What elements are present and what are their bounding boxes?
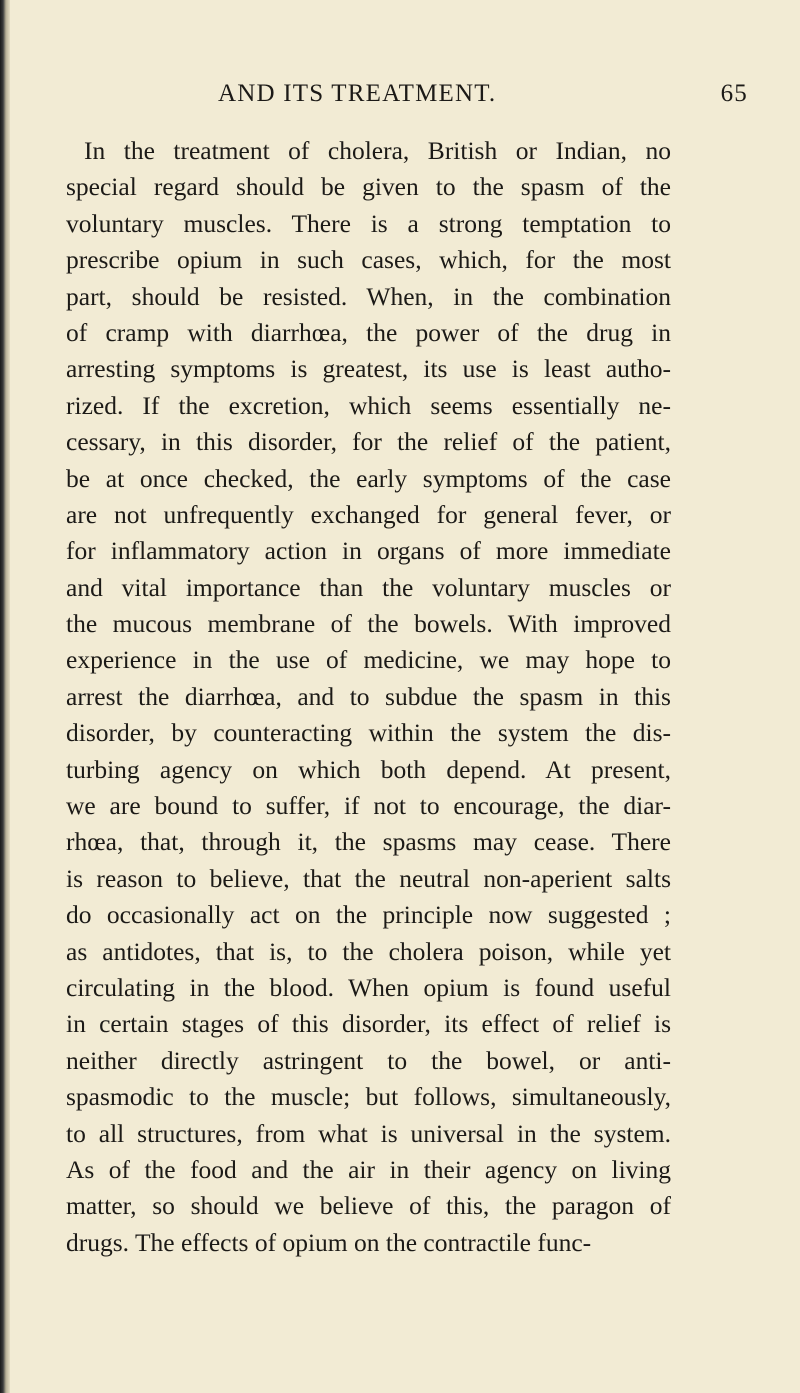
- running-title: AND ITS TREATMENT.: [218, 80, 497, 107]
- text-line: do occasionally act on the principle now suggested ;: [66, 900, 671, 930]
- text-line: special regard should be given to the spasm of the: [66, 172, 671, 202]
- text-line: is reason to believe, that the neutral non-aperient salts: [66, 863, 671, 893]
- text-line: In the treatment of cholera, British or Indian, no: [84, 136, 671, 165]
- text-line: prescribe opium in such cases, which, for the most: [66, 245, 671, 275]
- text-line: and vital importance than the voluntary muscles or: [66, 572, 671, 602]
- text-line: rhœa, that, through it, the spasms may cease. There: [66, 827, 671, 857]
- text-line: be at once checked, the early symptoms of the case: [66, 463, 671, 493]
- text-line: for inflammatory action in organs of more immediate: [66, 536, 671, 566]
- page-number: 65: [720, 80, 748, 107]
- text-line: to all structures, from what is universal in the system.: [66, 1118, 671, 1148]
- text-line: disorder, by counteracting within the system the dis-: [66, 718, 671, 748]
- body-text: [66, 133, 671, 1261]
- text-line: as antidotes, that is, to the cholera poison, while yet: [66, 936, 671, 966]
- text-line: voluntary muscles. There is a strong temptation to: [66, 208, 671, 238]
- text-line: arrest the diarrhœa, and to subdue the spasm in this: [66, 681, 671, 711]
- text-line: circulating in the blood. When opium is found useful: [66, 972, 671, 1002]
- text-line: As of the food and the air in their agency on living: [66, 1154, 671, 1184]
- text-line: spasmodic to the muscle; but follows, simultaneously,: [66, 1082, 671, 1112]
- text-line: arresting symptoms is greatest, its use is least autho-: [66, 354, 671, 384]
- text-line: matter, so should we believe of this, the paragon of: [66, 1191, 671, 1221]
- page-gutter-shadow: [0, 0, 10, 1393]
- text-line: neither directly astringent to the bowel, or anti-: [66, 1045, 671, 1075]
- text-line: drugs. The effects of opium on the contractile func-: [66, 1227, 592, 1257]
- text-line: in certain stages of this disorder, its effect of relief is: [66, 1009, 671, 1039]
- text-line: experience in the use of medicine, we may hope to: [66, 645, 671, 675]
- text-line: we are bound to suffer, if not to encourage, the diar-: [66, 791, 671, 821]
- text-line: cessary, in this disorder, for the relief of the patient,: [66, 427, 671, 457]
- text-line: turbing agency on which both depend. At present,: [66, 754, 671, 784]
- text-line: of cramp with diarrhœa, the power of the drug in: [66, 317, 671, 347]
- text-line: are not unfrequently exchanged for general fever, or: [66, 499, 671, 529]
- text-line: part, should be resisted. When, in the combination: [66, 281, 671, 311]
- text-line: the mucous membrane of the bowels. With improved: [66, 609, 671, 639]
- text-line: rized. If the excretion, which seems essentially ne-: [66, 390, 671, 420]
